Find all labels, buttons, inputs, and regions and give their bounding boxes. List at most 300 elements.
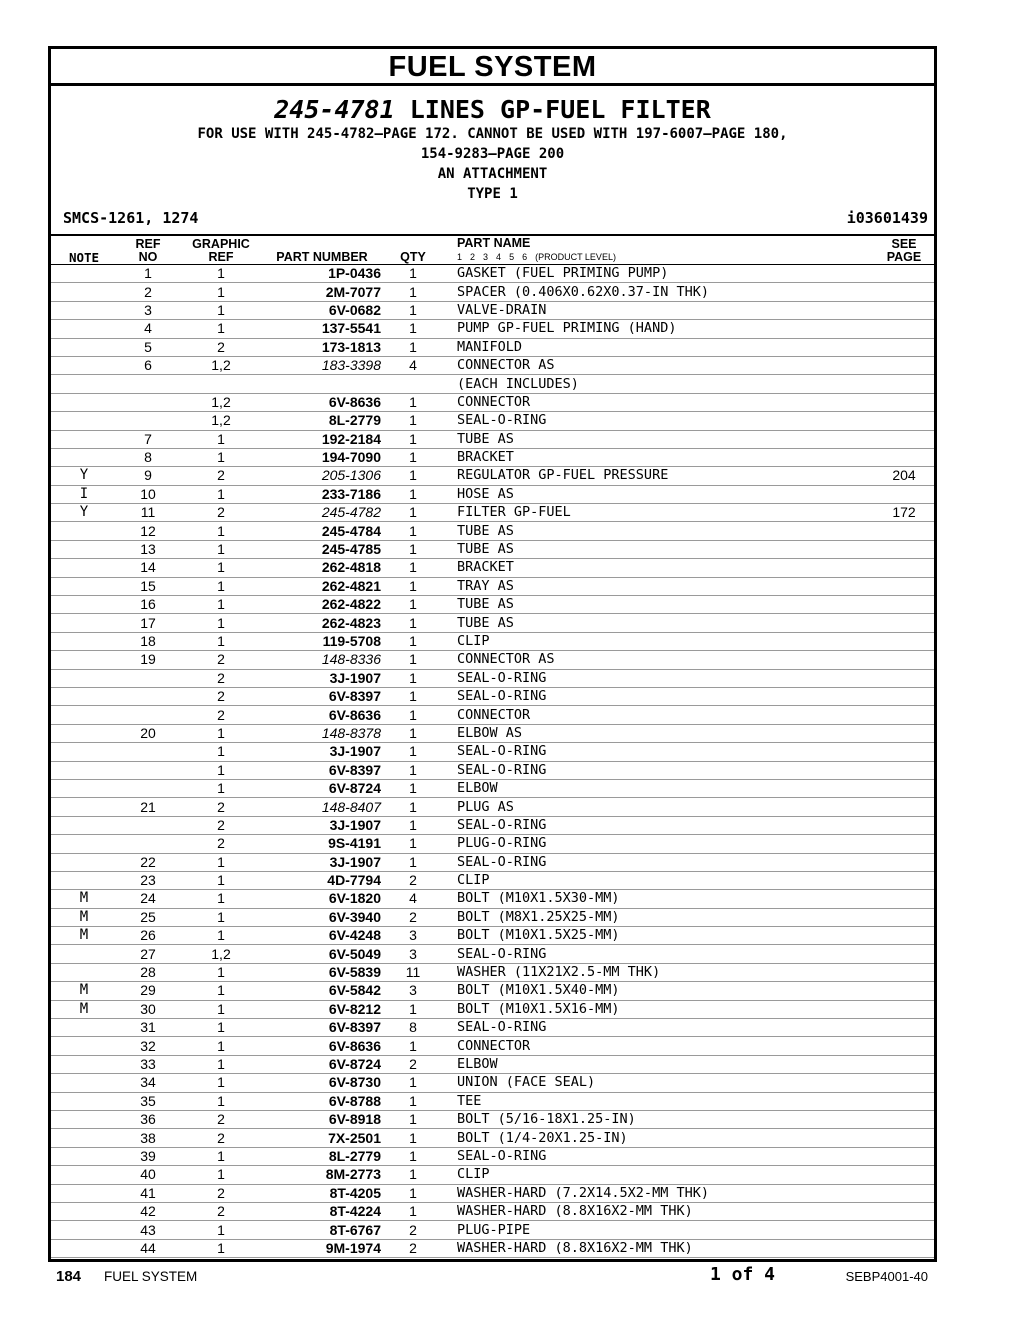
cell-graphic-ref: 1,2 xyxy=(179,393,263,411)
cell-ref-no: 43 xyxy=(117,1221,179,1239)
cell-graphic-ref: 1 xyxy=(179,908,263,926)
cell-part-number: 245-4785 xyxy=(263,540,387,558)
cell-ref-no: 4 xyxy=(117,320,179,338)
cell-graphic-ref: 1 xyxy=(179,559,263,577)
cell-see-page xyxy=(874,540,934,558)
cell-part-number: 3J-1907 xyxy=(263,816,387,834)
cell-graphic-ref: 1 xyxy=(179,485,263,503)
table-row xyxy=(51,301,934,319)
cell-qty: 1 xyxy=(387,412,439,430)
table-row xyxy=(51,1055,934,1073)
cell-see-page xyxy=(874,743,934,761)
cell-part-name: BOLT (M10X1.5X30-MM) xyxy=(439,890,874,908)
cell-see-page xyxy=(874,448,934,466)
cell-note xyxy=(51,761,117,779)
cell-qty: 4 xyxy=(387,890,439,908)
table-row xyxy=(51,265,934,283)
cell-ref-no: 1 xyxy=(117,265,179,283)
cell-graphic-ref: 1 xyxy=(179,890,263,908)
table-row xyxy=(51,908,934,926)
cell-see-page xyxy=(874,522,934,540)
cell-part-number: 6V-8397 xyxy=(263,687,387,705)
cell-part-name: SEAL-O-RING xyxy=(439,687,874,705)
cell-graphic-ref: 1 xyxy=(179,853,263,871)
cell-ref-no: 40 xyxy=(117,1166,179,1184)
cell-part-name: BRACKET xyxy=(439,559,874,577)
table-row xyxy=(51,430,934,448)
cell-note xyxy=(51,1074,117,1092)
cell-part-name: CONNECTOR AS xyxy=(439,651,874,669)
cell-graphic-ref: 1 xyxy=(179,540,263,558)
cell-part-number: 6V-4248 xyxy=(263,927,387,945)
table-row xyxy=(51,963,934,981)
cell-qty: 1 xyxy=(387,1166,439,1184)
cell-qty: 1 xyxy=(387,669,439,687)
cell-note xyxy=(51,632,117,650)
cell-note xyxy=(51,356,117,374)
cell-ref-no: 7 xyxy=(117,430,179,448)
table-row xyxy=(51,504,934,522)
cell-part-number: 194-7090 xyxy=(263,448,387,466)
cell-qty: 1 xyxy=(387,614,439,632)
cell-qty: 1 xyxy=(387,779,439,797)
cell-see-page xyxy=(874,908,934,926)
table-row xyxy=(51,871,934,889)
cell-part-number: 3J-1907 xyxy=(263,669,387,687)
table-row xyxy=(51,448,934,466)
cell-graphic-ref: 1 xyxy=(179,614,263,632)
table-row xyxy=(51,356,934,374)
cell-graphic-ref: 1 xyxy=(179,927,263,945)
cell-part-name: UNION (FACE SEAL) xyxy=(439,1074,874,1092)
cell-graphic-ref: 2 xyxy=(179,706,263,724)
cell-graphic-ref: 1 xyxy=(179,1239,263,1257)
cell-part-name: SEAL-O-RING xyxy=(439,412,874,430)
cell-ref-no: 27 xyxy=(117,945,179,963)
cell-qty xyxy=(387,375,439,393)
cell-ref-no xyxy=(117,779,179,797)
cell-part-number xyxy=(263,375,387,393)
cell-graphic-ref: 1 xyxy=(179,743,263,761)
cell-see-page xyxy=(874,1037,934,1055)
cell-ref-no xyxy=(117,669,179,687)
cell-part-number: 6V-8397 xyxy=(263,1019,387,1037)
cell-part-name: ELBOW xyxy=(439,1055,874,1073)
cell-qty: 1 xyxy=(387,283,439,301)
table-row xyxy=(51,1037,934,1055)
cell-see-page xyxy=(874,835,934,853)
cell-see-page xyxy=(874,779,934,797)
col-part-number: PART NUMBER xyxy=(263,236,387,265)
cell-note xyxy=(51,1202,117,1220)
table-row xyxy=(51,283,934,301)
cell-qty: 1 xyxy=(387,632,439,650)
cell-qty: 4 xyxy=(387,356,439,374)
cell-note xyxy=(51,816,117,834)
cell-note: M xyxy=(51,982,117,1000)
cell-note xyxy=(51,1239,117,1257)
cell-graphic-ref: 2 xyxy=(179,669,263,687)
cell-note xyxy=(51,1129,117,1147)
cell-ref-no: 31 xyxy=(117,1019,179,1037)
cell-ref-no: 28 xyxy=(117,963,179,981)
cell-ref-no: 26 xyxy=(117,927,179,945)
cell-part-number: 137-5541 xyxy=(263,320,387,338)
cell-part-name: TEE xyxy=(439,1092,874,1110)
footer-page-count: 1 of 4 xyxy=(710,1264,776,1285)
cell-ref-no: 44 xyxy=(117,1239,179,1257)
footer-document-id: SEBP4001-40 xyxy=(845,1269,928,1284)
table-row xyxy=(51,743,934,761)
cell-note: M xyxy=(51,908,117,926)
cell-ref-no xyxy=(117,743,179,761)
cell-part-number: 262-4818 xyxy=(263,559,387,577)
cell-see-page xyxy=(874,1147,934,1165)
cell-qty: 2 xyxy=(387,1239,439,1257)
cell-ref-no: 20 xyxy=(117,724,179,742)
cell-qty: 1 xyxy=(387,430,439,448)
cell-qty: 1 xyxy=(387,1184,439,1202)
cell-part-name: REGULATOR GP-FUEL PRESSURE xyxy=(439,467,874,485)
cell-ref-no: 22 xyxy=(117,853,179,871)
cell-part-name: PLUG AS xyxy=(439,798,874,816)
smcs-code: SMCS-1261, 1274 xyxy=(63,209,199,227)
table-row xyxy=(51,835,934,853)
table-row xyxy=(51,761,934,779)
cell-see-page xyxy=(874,632,934,650)
cell-ref-no: 15 xyxy=(117,577,179,595)
col-see-page: SEE PAGE xyxy=(874,236,934,265)
table-row xyxy=(51,853,934,871)
cell-qty: 1 xyxy=(387,706,439,724)
cell-qty: 2 xyxy=(387,1055,439,1073)
cell-part-number: 183-3398 xyxy=(263,356,387,374)
cell-see-page: 172 xyxy=(874,504,934,522)
cell-note: I xyxy=(51,485,117,503)
cell-part-name: BOLT (M10X1.5X40-MM) xyxy=(439,982,874,1000)
cell-note: Y xyxy=(51,467,117,485)
cell-part-number: 6V-8724 xyxy=(263,1055,387,1073)
cell-part-name: BOLT (1/4-20X1.25-IN) xyxy=(439,1129,874,1147)
product-level-scale: 1 2 3 4 5 6 (PRODUCT LEVEL) xyxy=(457,252,616,262)
cell-part-name: CLIP xyxy=(439,632,874,650)
cell-see-page xyxy=(874,320,934,338)
cell-part-number: 6V-5839 xyxy=(263,963,387,981)
cell-qty: 1 xyxy=(387,393,439,411)
cell-note xyxy=(51,265,117,283)
cell-see-page xyxy=(874,559,934,577)
cell-part-number: 3J-1907 xyxy=(263,743,387,761)
cell-part-number: 119-5708 xyxy=(263,632,387,650)
cell-note xyxy=(51,779,117,797)
cell-part-name: SEAL-O-RING xyxy=(439,1147,874,1165)
table-row xyxy=(51,375,934,393)
cell-qty: 1 xyxy=(387,522,439,540)
cell-see-page xyxy=(874,283,934,301)
table-row xyxy=(51,687,934,705)
cell-ref-no xyxy=(117,412,179,430)
cell-ref-no: 11 xyxy=(117,504,179,522)
cell-part-name: SEAL-O-RING xyxy=(439,669,874,687)
col-note: NOTE xyxy=(51,236,117,265)
cell-qty: 1 xyxy=(387,687,439,705)
cell-part-number: 6V-5842 xyxy=(263,982,387,1000)
cell-graphic-ref: 1,2 xyxy=(179,945,263,963)
cell-part-number: 6V-8724 xyxy=(263,779,387,797)
cell-part-name: SEAL-O-RING xyxy=(439,761,874,779)
cell-note xyxy=(51,320,117,338)
cell-qty: 1 xyxy=(387,448,439,466)
cell-see-page xyxy=(874,430,934,448)
cell-note xyxy=(51,835,117,853)
cell-part-number: 8M-2773 xyxy=(263,1166,387,1184)
cell-qty: 1 xyxy=(387,1092,439,1110)
cell-part-number: 205-1306 xyxy=(263,467,387,485)
cell-part-name: BOLT (M10X1.5X25-MM) xyxy=(439,927,874,945)
col-ref-no: REF NO xyxy=(117,236,179,265)
table-row xyxy=(51,1092,934,1110)
col-graphic-ref: GRAPHIC REF xyxy=(179,236,263,265)
cell-note xyxy=(51,283,117,301)
cell-note xyxy=(51,430,117,448)
cell-ref-no: 13 xyxy=(117,540,179,558)
cell-part-name: SEAL-O-RING xyxy=(439,743,874,761)
table-row xyxy=(51,412,934,430)
cell-see-page xyxy=(874,301,934,319)
table-row xyxy=(51,559,934,577)
cell-part-name: FILTER GP-FUEL xyxy=(439,504,874,522)
table-row xyxy=(51,779,934,797)
cell-see-page xyxy=(874,1000,934,1018)
cell-graphic-ref: 1 xyxy=(179,761,263,779)
cell-qty: 1 xyxy=(387,1074,439,1092)
cell-part-name: TUBE AS xyxy=(439,522,874,540)
cell-part-number: 6V-1820 xyxy=(263,890,387,908)
cell-part-number: 173-1813 xyxy=(263,338,387,356)
cell-part-name: CONNECTOR xyxy=(439,393,874,411)
cell-part-name: BOLT (M10X1.5X16-MM) xyxy=(439,1000,874,1018)
cell-part-name: BOLT (M8X1.25X25-MM) xyxy=(439,908,874,926)
table-row xyxy=(51,724,934,742)
cell-note xyxy=(51,669,117,687)
cell-see-page xyxy=(874,687,934,705)
cell-part-name: TUBE AS xyxy=(439,596,874,614)
cell-part-name: WASHER-HARD (8.8X16X2-MM THK) xyxy=(439,1202,874,1220)
cell-part-name: WASHER (11X21X2.5-MM THK) xyxy=(439,963,874,981)
cell-qty: 1 xyxy=(387,320,439,338)
cell-qty: 1 xyxy=(387,485,439,503)
cell-ref-no xyxy=(117,706,179,724)
cell-part-number: 1P-0436 xyxy=(263,265,387,283)
cell-see-page xyxy=(874,1110,934,1128)
cell-note xyxy=(51,522,117,540)
cell-part-name: CONNECTOR AS xyxy=(439,356,874,374)
cell-part-number: 233-7186 xyxy=(263,485,387,503)
cell-qty: 1 xyxy=(387,761,439,779)
cell-graphic-ref: 2 xyxy=(179,1202,263,1220)
cell-see-page xyxy=(874,485,934,503)
cell-graphic-ref: 1,2 xyxy=(179,356,263,374)
cell-part-number: 262-4822 xyxy=(263,596,387,614)
cell-part-number: 6V-8636 xyxy=(263,706,387,724)
table-row xyxy=(51,1000,934,1018)
col-qty: QTY xyxy=(387,236,439,265)
cell-part-name: CLIP xyxy=(439,1166,874,1184)
cell-part-name: SEAL-O-RING xyxy=(439,945,874,963)
cell-qty: 3 xyxy=(387,982,439,1000)
cell-ref-no xyxy=(117,687,179,705)
cell-qty: 1 xyxy=(387,853,439,871)
table-row xyxy=(51,1184,934,1202)
cell-see-page xyxy=(874,798,934,816)
cell-part-name: CONNECTOR xyxy=(439,706,874,724)
cell-note xyxy=(51,1055,117,1073)
section-title: FUEL SYSTEM xyxy=(51,49,934,86)
table-row xyxy=(51,1110,934,1128)
table-row xyxy=(51,982,934,1000)
cell-part-name: PLUG-PIPE xyxy=(439,1221,874,1239)
cell-part-number: 2M-7077 xyxy=(263,283,387,301)
cell-ref-no xyxy=(117,835,179,853)
cell-see-page xyxy=(874,1202,934,1220)
cell-see-page xyxy=(874,338,934,356)
cell-see-page xyxy=(874,1129,934,1147)
cell-graphic-ref: 1 xyxy=(179,1166,263,1184)
cell-qty: 1 xyxy=(387,1129,439,1147)
cell-see-page xyxy=(874,761,934,779)
cell-qty: 1 xyxy=(387,1202,439,1220)
cell-part-number: 9S-4191 xyxy=(263,835,387,853)
table-row xyxy=(51,1129,934,1147)
cell-graphic-ref: 1 xyxy=(179,265,263,283)
cell-part-name: ELBOW AS xyxy=(439,724,874,742)
cell-ref-no: 24 xyxy=(117,890,179,908)
cell-graphic-ref: 1 xyxy=(179,1147,263,1165)
col-part-name: PART NAME 1 2 3 4 5 6 (PRODUCT LEVEL) xyxy=(439,236,874,265)
cell-qty: 1 xyxy=(387,1110,439,1128)
cell-part-name: ELBOW xyxy=(439,779,874,797)
cell-note xyxy=(51,448,117,466)
table-row xyxy=(51,320,934,338)
cell-ref-no: 30 xyxy=(117,1000,179,1018)
cell-graphic-ref: 1 xyxy=(179,430,263,448)
cell-part-number: 262-4823 xyxy=(263,614,387,632)
cell-note xyxy=(51,1110,117,1128)
table-row xyxy=(51,614,934,632)
cell-note xyxy=(51,540,117,558)
cell-graphic-ref: 2 xyxy=(179,816,263,834)
table-row xyxy=(51,927,934,945)
cell-part-number: 6V-3940 xyxy=(263,908,387,926)
cell-see-page xyxy=(874,1221,934,1239)
group-title xyxy=(51,86,934,124)
cell-part-number: 6V-8636 xyxy=(263,393,387,411)
table-row xyxy=(51,338,934,356)
cell-qty: 1 xyxy=(387,1147,439,1165)
cell-part-number: 262-4821 xyxy=(263,577,387,595)
cell-part-name: SEAL-O-RING xyxy=(439,1019,874,1037)
cell-see-page xyxy=(874,1184,934,1202)
cell-graphic-ref: 1 xyxy=(179,963,263,981)
cell-part-number: 4D-7794 xyxy=(263,871,387,889)
cell-graphic-ref: 1 xyxy=(179,283,263,301)
cell-graphic-ref: 2 xyxy=(179,1129,263,1147)
cell-see-page xyxy=(874,963,934,981)
cell-see-page xyxy=(874,890,934,908)
cell-graphic-ref: 1 xyxy=(179,1074,263,1092)
cell-ref-no: 25 xyxy=(117,908,179,926)
cell-ref-no: 23 xyxy=(117,871,179,889)
table-row xyxy=(51,669,934,687)
cell-see-page xyxy=(874,265,934,283)
cell-note xyxy=(51,393,117,411)
cell-part-name: SPACER (0.406X0.62X0.37-IN THK) xyxy=(439,283,874,301)
cell-see-page xyxy=(874,706,934,724)
cell-note xyxy=(51,945,117,963)
cell-see-page xyxy=(874,945,934,963)
cell-part-number: 6V-8212 xyxy=(263,1000,387,1018)
cell-part-name: VALVE-DRAIN xyxy=(439,301,874,319)
cell-part-name: WASHER-HARD (8.8X16X2-MM THK) xyxy=(439,1239,874,1257)
cell-graphic-ref: 2 xyxy=(179,338,263,356)
cell-qty: 1 xyxy=(387,724,439,742)
cell-note xyxy=(51,596,117,614)
cell-qty: 1 xyxy=(387,559,439,577)
cell-part-number: 6V-5049 xyxy=(263,945,387,963)
parts-list-frame xyxy=(48,46,937,1262)
cell-graphic-ref: 1,2 xyxy=(179,412,263,430)
cell-part-name: TUBE AS xyxy=(439,540,874,558)
cell-graphic-ref: 1 xyxy=(179,779,263,797)
cell-qty: 1 xyxy=(387,596,439,614)
cell-graphic-ref: 1 xyxy=(179,1055,263,1073)
cell-graphic-ref: 1 xyxy=(179,448,263,466)
attachment-note: AN ATTACHMENT xyxy=(437,166,548,182)
cell-qty: 1 xyxy=(387,1037,439,1055)
cell-note xyxy=(51,1037,117,1055)
table-row xyxy=(51,1019,934,1037)
cell-graphic-ref: 2 xyxy=(179,1110,263,1128)
cell-part-name: TUBE AS xyxy=(439,430,874,448)
table-header-row xyxy=(51,236,934,265)
cell-note xyxy=(51,651,117,669)
cell-ref-no xyxy=(117,761,179,779)
cell-part-number: 6V-8788 xyxy=(263,1092,387,1110)
table-row xyxy=(51,816,934,834)
cell-ref-no: 12 xyxy=(117,522,179,540)
cell-ref-no: 33 xyxy=(117,1055,179,1073)
cell-ref-no xyxy=(117,393,179,411)
cell-graphic-ref: 2 xyxy=(179,798,263,816)
table-row xyxy=(51,1202,934,1220)
cell-see-page xyxy=(874,1074,934,1092)
cell-see-page xyxy=(874,927,934,945)
table-row xyxy=(51,596,934,614)
cell-qty: 1 xyxy=(387,467,439,485)
cell-qty: 1 xyxy=(387,338,439,356)
cell-part-number: 9M-1974 xyxy=(263,1239,387,1257)
cell-qty: 1 xyxy=(387,1000,439,1018)
cell-qty: 11 xyxy=(387,963,439,981)
cell-graphic-ref: 1 xyxy=(179,522,263,540)
cell-see-page xyxy=(874,651,934,669)
cell-part-number: 245-4782 xyxy=(263,504,387,522)
cell-ref-no: 9 xyxy=(117,467,179,485)
cell-note xyxy=(51,871,117,889)
cell-qty: 1 xyxy=(387,835,439,853)
cell-note: M xyxy=(51,927,117,945)
cell-graphic-ref xyxy=(179,375,263,393)
